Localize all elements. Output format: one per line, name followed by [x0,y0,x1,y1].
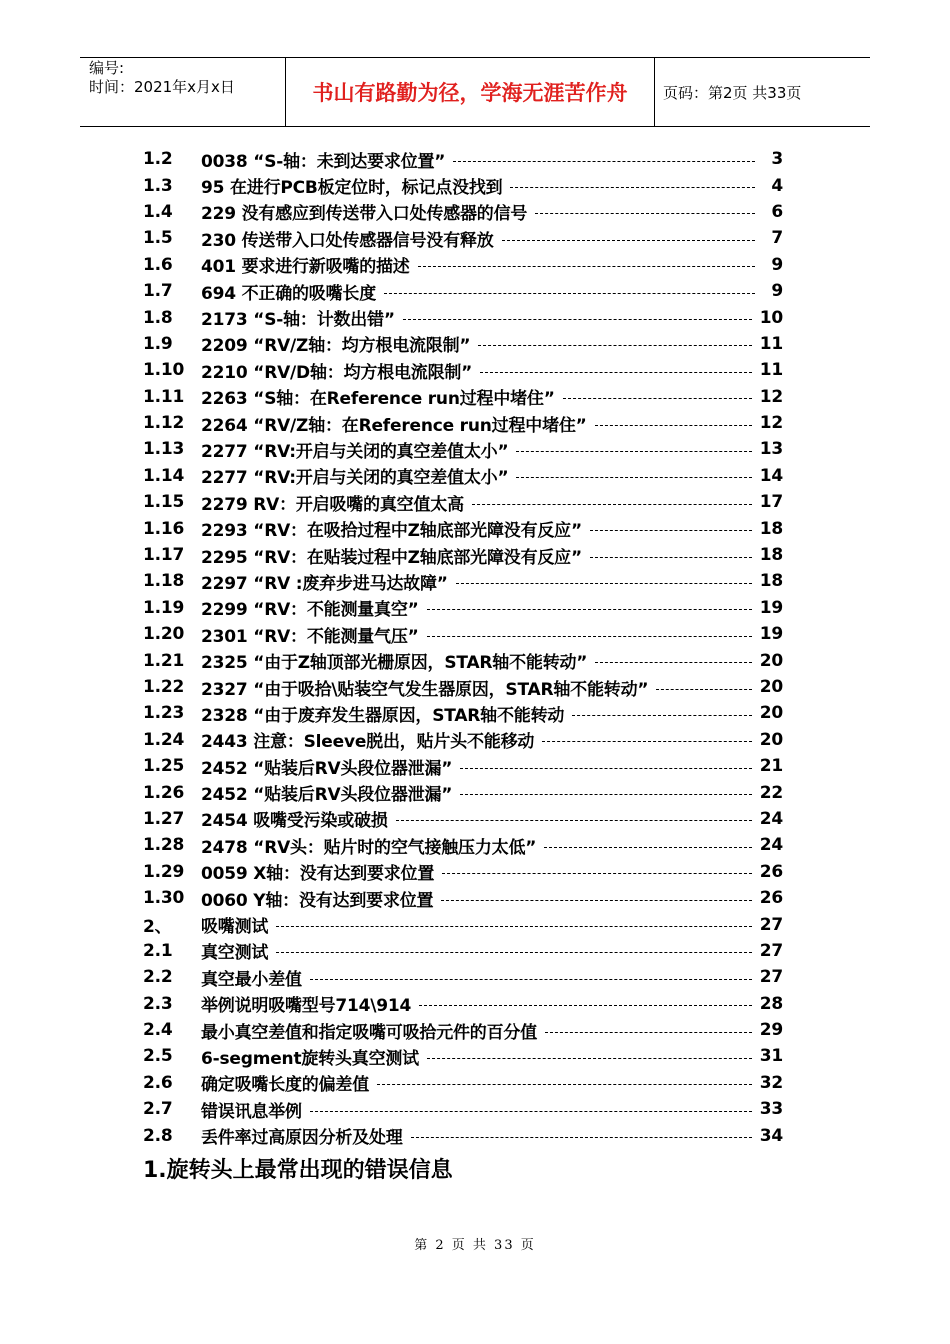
toc-entry[interactable] [143,172,783,198]
toc-dash-leader [572,715,752,716]
toc-entry-page: 11 [759,360,783,381]
toc-entry-number: 1.5 [143,228,173,249]
toc-entry-title: 230 传送带入口处传感器信号没有释放 [201,230,494,251]
toc-entry-page: 31 [759,1046,783,1067]
toc-entry[interactable] [143,357,783,383]
toc-entry-title: 2277 “RV:开启与关闭的真空差值太小” [201,468,509,489]
page-footer: 第 2 页 共 33 页 [414,1238,536,1253]
toc-entry-title: 2301 “RV：不能测量气压” [201,626,419,647]
toc-dash-leader [460,768,752,769]
toc-entry-title: 2297 “RV :废弃步进马达故障” [201,573,448,594]
toc-entry-page: 34 [759,1125,783,1146]
toc-entry-page: 12 [759,413,783,434]
toc-entry[interactable] [143,1096,783,1122]
toc-entry-page: 32 [759,1072,783,1093]
toc-entry[interactable] [143,1043,783,1069]
toc-entry-title: 229 没有感应到传送带入口处传感器的信号 [201,204,528,225]
toc-entry[interactable] [143,806,783,832]
toc-entry-number: 1.7 [143,281,173,302]
toc-dash-leader [384,293,755,294]
toc-entry-number: 1.19 [143,597,185,618]
toc-entry[interactable] [143,199,783,225]
toc-entry-title: 2295 “RV：在贴装过程中Z轴底部光障没有反应” [201,547,582,568]
toc-entry-title: 401 要求进行新吸嘴的描述 [201,257,410,278]
toc-dash-leader [480,372,752,373]
toc-entry-page: 14 [759,465,783,486]
toc-entry-title: 2325 “由于Z轴顶部光栅原因，STAR轴不能转动” [201,653,588,674]
toc-entry-number: 1.9 [143,333,173,354]
toc-entry-number: 2.5 [143,1046,173,1067]
toc-entry-page: 18 [759,518,783,539]
document-time-label: 时间：2021年x月x日 [89,78,235,96]
toc-dash-leader [310,979,752,980]
toc-entry-number: 2.1 [143,940,173,961]
toc-dash-leader [478,345,751,346]
toc-entry-title: 真空测试 [201,943,269,964]
toc-dash-leader [377,1084,752,1085]
header-page-info: 页码：第2页 共33页 [663,83,802,102]
toc-entry-page: 7 [771,228,783,249]
toc-entry-page: 19 [759,597,783,618]
toc-entry-number: 1.13 [143,439,185,460]
toc-dash-leader [516,451,751,452]
toc-entry-title: 错误讯息举例 [201,1101,302,1122]
toc-entry-title: 确定吸嘴长度的偏差值 [201,1075,369,1096]
toc-dash-leader [563,398,752,399]
page-header [80,57,870,127]
toc-dash-leader [427,1058,752,1059]
toc-dash-leader [396,820,752,821]
toc-entry-number: 1.8 [143,307,173,328]
toc-entry-number: 1.6 [143,254,173,275]
toc-entry[interactable] [143,727,783,753]
toc-entry[interactable] [143,463,783,489]
toc-dash-leader [502,240,755,241]
toc-dash-leader [510,187,755,188]
toc-entry[interactable] [143,568,783,594]
toc-entry-number: 1.21 [143,650,185,671]
toc-entry-title: 2277 “RV:开启与关闭的真空差值太小” [201,441,509,462]
toc-entry-title: 吸嘴测试 [201,917,269,938]
toc-entry[interactable] [143,885,783,911]
toc-entry-page: 27 [759,914,783,935]
toc-entry-title: 2452 “贴装后RV头段位器泄漏” [201,758,453,779]
toc-entry-title: 2293 “RV：在吸拾过程中Z轴底部光障没有反应” [201,521,582,542]
toc-entry[interactable] [143,911,783,937]
toc-entry-page: 29 [759,1020,783,1041]
toc-entry-page: 9 [771,281,783,302]
toc-entry-page: 27 [759,940,783,961]
toc-entry[interactable] [143,859,783,885]
toc-entry-page: 20 [759,677,783,697]
toc-dash-leader [545,1032,752,1033]
toc-dash-leader [590,530,752,531]
toc-entry-title: 6-segment旋转头真空测试 [201,1048,419,1069]
toc-entry[interactable] [143,647,783,673]
toc-entry-title: 95 在进行PCB板定位时，标记点没找到 [201,178,503,199]
toc-entry-number: 2.2 [143,967,173,988]
toc-entry-title: 2209 “RV/Z轴：均方根电流限制” [201,336,471,357]
toc-entry-number: 1.28 [143,835,185,856]
toc-entry-page: 27 [759,967,783,988]
toc-entry-title: 真空最小差值 [201,969,302,990]
toc-entry-number: 1.14 [143,465,185,486]
toc-dash-leader [535,213,755,214]
toc-entry-title: 2264 “RV/Z轴：在Reference run过程中堵住” [201,415,587,436]
toc-entry[interactable] [143,278,783,304]
toc-entry[interactable] [143,384,783,410]
toc-entry-number: 1.29 [143,861,185,882]
toc-entry[interactable] [143,674,783,700]
toc-entry-number: 2.3 [143,993,173,1014]
toc-entry[interactable] [143,621,783,647]
toc-dash-leader [656,689,751,690]
toc-entry-number: 1.18 [143,571,185,592]
toc-dash-leader [460,794,752,795]
toc-entry[interactable] [143,779,783,805]
toc-entry-title: 2173 “S-轴：计数出错” [201,310,395,331]
toc-entry-page: 33 [759,1099,783,1120]
toc-entry-number: 1.26 [143,782,185,803]
toc-entry[interactable] [143,252,783,278]
toc-entry-title: 2210 “RV/D轴：均方根电流限制” [201,362,473,383]
toc-entry[interactable] [143,489,783,515]
toc-entry[interactable] [143,225,783,251]
toc-entry-number: 1.2 [143,149,173,170]
toc-entry-title: 0060 Y轴：没有达到要求位置 [201,890,434,911]
toc-entry[interactable] [143,1122,783,1148]
toc-entry-title: 2454 吸嘴受污染或破损 [201,811,388,832]
toc-entry-number: 1.30 [143,888,185,909]
toc-entry[interactable] [143,832,783,858]
toc-entry[interactable] [143,595,783,621]
toc-entry-number: 2、 [143,917,172,938]
toc-entry-page: 21 [759,756,783,777]
toc-entry[interactable] [143,515,783,541]
toc-dash-leader [595,662,751,663]
toc-entry[interactable] [143,1017,783,1043]
toc-entry-title: 举例说明吸嘴型号714\914 [201,996,412,1017]
toc-entry[interactable] [143,938,783,964]
toc-entry-page: 24 [759,835,783,856]
toc-entry-number: 2.8 [143,1125,173,1146]
header-meta [80,58,285,126]
toc-entry-number: 1.23 [143,703,185,724]
toc-dash-leader [276,952,752,953]
toc-entry-number: 1.11 [143,386,185,407]
toc-entry-page: 11 [759,333,783,354]
toc-dash-leader [276,926,752,927]
toc-dash-leader [456,583,752,584]
toc-entry[interactable] [143,436,783,462]
toc-entry-page: 18 [759,545,783,566]
toc-dash-leader [590,557,752,558]
toc-entry-page: 17 [759,492,783,513]
toc-entry-number: 1.4 [143,201,173,222]
toc-entry-number: 1.17 [143,545,185,566]
toc-dash-leader [427,609,752,610]
toc-entry-page: 12 [759,386,783,407]
toc-dash-leader [472,504,752,505]
toc-entry[interactable] [143,700,783,726]
table-of-contents [143,146,783,1149]
toc-dash-leader [411,1137,752,1138]
toc-dash-leader [453,161,755,162]
toc-entry-page: 22 [759,782,783,803]
toc-dash-leader [516,477,751,478]
toc-entry-page: 18 [759,571,783,592]
toc-entry-title: 694 不正确的吸嘴长度 [201,283,377,304]
toc-entry-number: 1.27 [143,808,185,829]
toc-entry[interactable] [143,146,783,172]
toc-entry-title: 2263 “S轴：在Reference run过程中堵住” [201,389,555,410]
toc-entry-number: 1.22 [143,677,185,697]
toc-entry-title: 0059 X轴：没有达到要求位置 [201,864,435,885]
toc-entry-title: 2478 “RV头：贴片时的空气接触压力太低” [201,837,537,858]
toc-entry-page: 24 [759,808,783,829]
toc-entry-title: 0038 “S-轴：未到达要求位置” [201,151,446,172]
toc-entry-page: 13 [759,439,783,460]
toc-entry-page: 19 [759,624,783,645]
toc-dash-leader [403,319,752,320]
toc-entry-title: 2443 注意：Sleeve脱出，贴片头不能移动 [201,732,535,753]
toc-entry-number: 1.25 [143,756,185,777]
toc-entry-number: 1.16 [143,518,185,539]
toc-entry[interactable] [143,1070,783,1096]
header-motto: 书山有路勤为径，学海无涯苦作舟 [285,58,655,126]
toc-entry-title: 最小真空差值和指定吸嘴可吸拾元件的百分值 [201,1022,537,1043]
toc-dash-leader [442,873,752,874]
toc-entry[interactable] [143,331,783,357]
toc-dash-leader [544,847,752,848]
toc-entry-number: 2.4 [143,1020,173,1041]
toc-entry-number: 2.7 [143,1099,173,1120]
toc-entry-page: 20 [759,703,783,724]
toc-entry-page: 20 [759,650,783,671]
toc-entry-page: 26 [759,861,783,882]
toc-entry-page: 10 [759,307,783,328]
toc-entry-page: 4 [771,175,783,196]
toc-entry-title: 2327 “由于吸拾\贴装空气发生器原因，STAR轴不能转动” [201,679,649,700]
toc-entry-page: 26 [759,888,783,909]
toc-entry[interactable] [143,410,783,436]
toc-dash-leader [595,425,752,426]
toc-entry-page: 28 [759,993,783,1014]
toc-dash-leader [418,266,755,267]
toc-entry-title: 2452 “贴装后RV头段位器泄漏” [201,785,453,806]
toc-dash-leader [427,636,752,637]
toc-entry-title: 2279 RV：开启吸嘴的真空值太高 [201,494,464,515]
toc-entry-number: 1.24 [143,729,185,750]
toc-entry-number: 2.6 [143,1072,173,1093]
toc-entry-number: 1.3 [143,175,173,196]
toc-entry-number: 1.15 [143,492,185,513]
toc-entry[interactable] [143,991,783,1017]
section-heading: 1.旋转头上最常出现的错误信息 [143,1158,453,1183]
document-number-label: 编号: [89,59,125,77]
toc-entry-number: 1.20 [143,624,185,645]
toc-entry-page: 6 [771,201,783,222]
toc-entry-title: 2299 “RV：不能测量真空” [201,600,419,621]
toc-entry[interactable] [143,753,783,779]
toc-entry-page: 3 [771,149,783,170]
toc-entry-number: 1.12 [143,413,185,434]
toc-entry-number: 1.10 [143,360,185,381]
toc-entry-page: 20 [759,729,783,750]
toc-dash-leader [310,1111,752,1112]
toc-entry-page: 9 [771,254,783,275]
toc-entry[interactable] [143,964,783,990]
toc-dash-leader [441,900,751,901]
toc-dash-leader [542,741,752,742]
toc-entry[interactable] [143,542,783,568]
toc-entry[interactable] [143,304,783,330]
toc-entry-title: 2328 “由于废弃发生器原因，STAR轴不能转动 [201,705,565,726]
toc-entry-title: 丢件率过高原因分析及处理 [201,1128,403,1149]
toc-dash-leader [419,1005,752,1006]
